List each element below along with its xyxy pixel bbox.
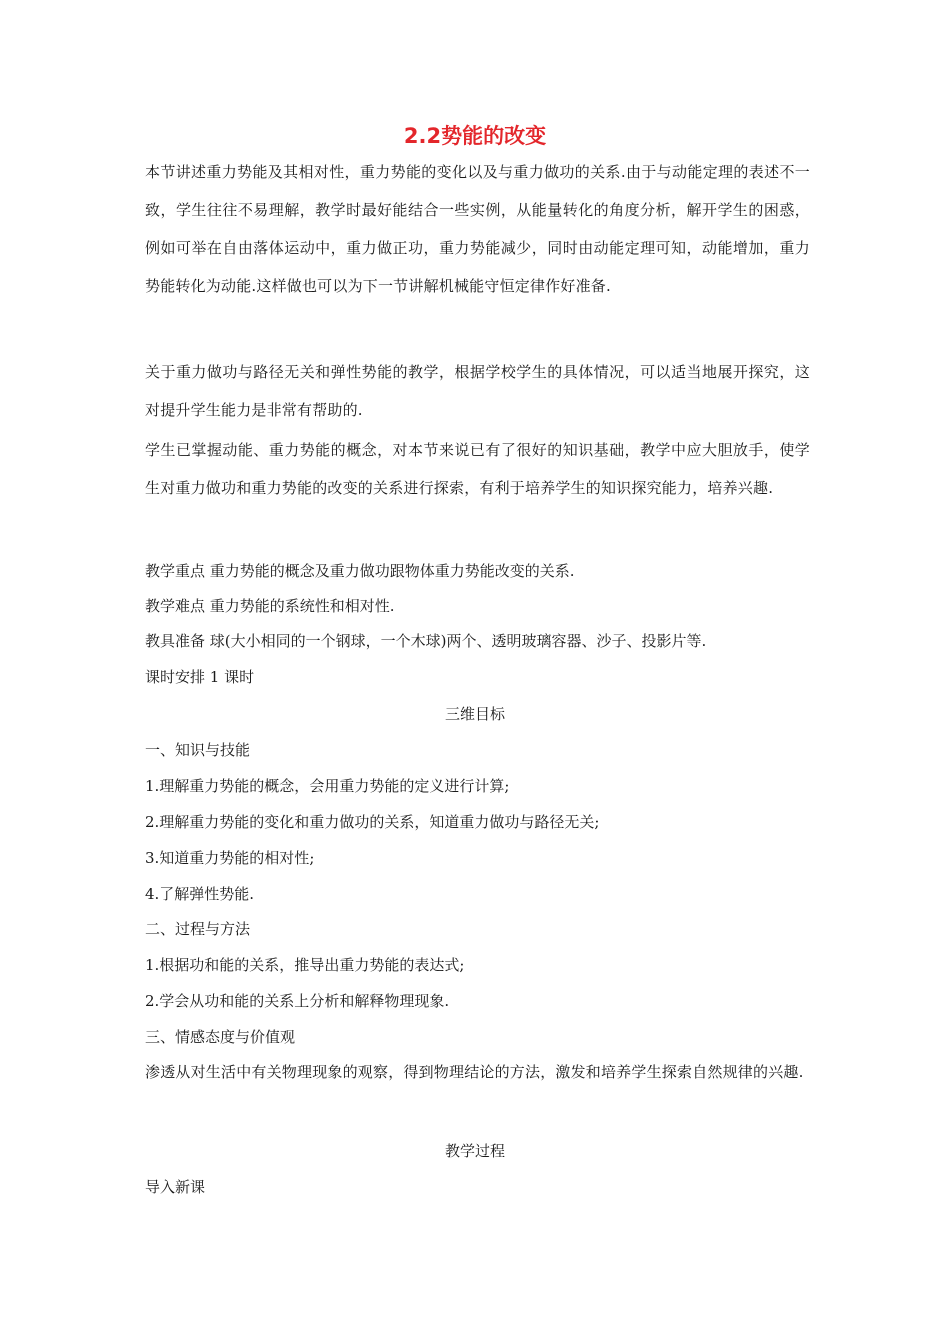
section-3-heading: 三、情感态度与价值观 [145,1028,296,1046]
section-3-paragraph: 渗透从对生活中有关物理现象的观察，得到物理结论的方法，激发和培养学生探索自然规律的兴趣. [145,1063,804,1081]
document-title: 2.2势能的改变 [403,124,547,148]
new-lesson-heading: 导入新课 [145,1178,206,1196]
section-1-item: 1.理解重力势能的概念，会用重力势能的定义进行计算; [145,777,510,795]
key-points: 教学重点 重力势能的概念及重力做功跟物体重力势能改变的关系. [145,562,575,580]
section-1-item: 2.理解重力势能的变化和重力做功的关系，知道重力做功与路径无关; [145,813,600,831]
section-1-heading: 一、知识与技能 [145,741,251,759]
section-2-item: 1.根据功和能的关系，推导出重力势能的表达式; [145,956,465,974]
intro-paragraph-2: 关于重力做功与路径无关和弹性势能的教学，根据学校学生的具体情况，可以适当地展开探究，这对提升学生能力是非常有帮助的. [145,363,810,419]
process-heading: 教学过程 [444,1142,505,1160]
difficulties: 教学难点 重力势能的系统性和相对性. [145,597,395,615]
section-2-heading: 二、过程与方法 [145,920,251,938]
intro-paragraph-1: 本节讲述重力势能及其相对性，重力势能的变化以及与重力做功的关系.由于与动能定理的表述不一致，学生往往不易理解，教学时最好能结合一些实例，从能量转化的角度分析，解开学生的困惑，例如可举在自由落体运动中，重力做正功，重力势能减少，同时由动能定理可知，动能增加，重力势能转化为动能.这样做也可以为下一节讲解机械能守恒定律作好准备. [145,163,810,295]
teaching-materials: 教具准备 球(大小相同的一个钢球，一个木球)两个、透明玻璃容器、沙子、投影片等. [145,632,707,650]
section-2-item: 2.学会从功和能的关系上分析和解释物理现象. [145,992,450,1010]
section-1-item: 4.了解弹性势能. [145,885,255,903]
intro-paragraph-3: 学生已掌握动能、重力势能的概念，对本节来说已有了很好的知识基础，教学中应大胆放手，使学生对重力做功和重力势能的改变的关系进行探索，有利于培养学生的知识探究能力，培养兴趣. [145,441,810,497]
objectives-heading: 三维目标 [444,705,505,723]
class-schedule: 课时安排 1 课时 [145,668,255,686]
section-1-item: 3.知道重力势能的相对性; [145,849,315,867]
